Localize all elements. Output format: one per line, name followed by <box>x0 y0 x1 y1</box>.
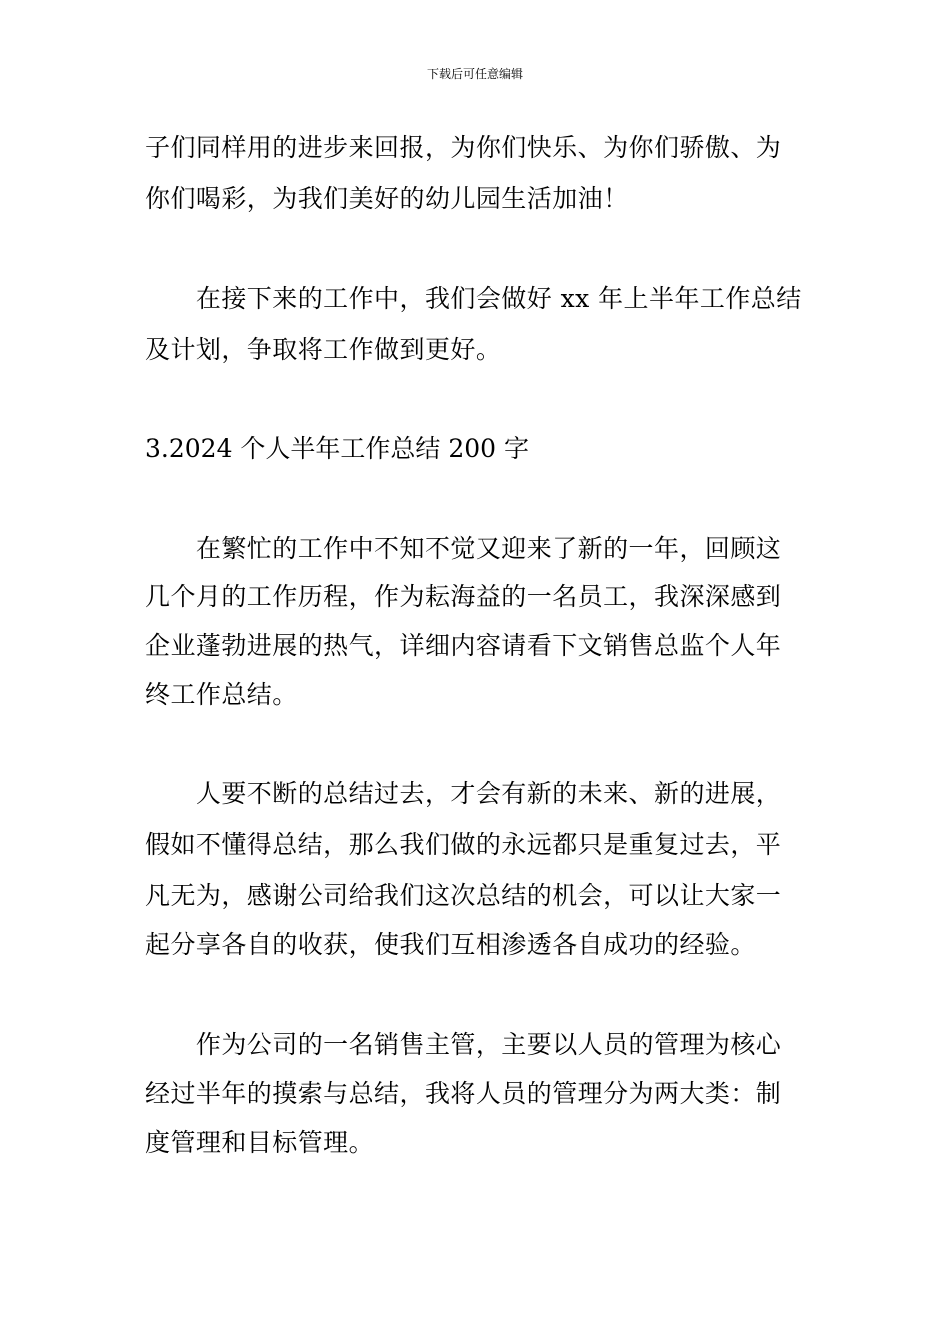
page-header-note: 下载后可任意编辑 <box>426 67 523 81</box>
paragraph-line: 企业蓬勃进展的热气，详细内容请看下文销售总监个人年 <box>145 631 782 660</box>
paragraph-line: 起分享各自的收获，使我们互相渗透各自成功的经验。 <box>145 930 756 959</box>
section-heading: 3.2024 个人半年工作总结 200 字 <box>145 434 530 463</box>
paragraph-line: 几个月的工作历程，作为耘海益的一名员工，我深深感到 <box>145 582 782 611</box>
paragraph-line: 凡无为，感谢公司给我们这次总结的机会，可以让大家一 <box>145 881 782 910</box>
paragraph-line: 你们喝彩，为我们美好的幼儿园生活加油！ <box>145 184 629 213</box>
paragraph-line: 在繁忙的工作中不知不觉又迎来了新的一年，回顾这 <box>145 534 782 563</box>
paragraph-line: 经过半年的摸索与总结，我将人员的管理分为两大类：制 <box>145 1079 782 1108</box>
paragraph-line: 终工作总结。 <box>145 680 298 709</box>
paragraph-line: 人要不断的总结过去，才会有新的未来、新的进展， <box>145 779 782 808</box>
paragraph-line: 作为公司的一名销售主管，主要以人员的管理为核心 <box>145 1030 782 1059</box>
paragraph-line: 在接下来的工作中，我们会做好 xx 年上半年工作总结 <box>145 284 802 313</box>
paragraph-line: 及计划，争取将工作做到更好。 <box>145 335 502 364</box>
paragraph-line: 度管理和目标管理。 <box>145 1128 375 1157</box>
paragraph-line: 假如不懂得总结，那么我们做的永远都只是重复过去，平 <box>145 830 782 859</box>
paragraph-line: 子们同样用的进步来回报，为你们快乐、为你们骄傲、为 <box>145 133 782 162</box>
